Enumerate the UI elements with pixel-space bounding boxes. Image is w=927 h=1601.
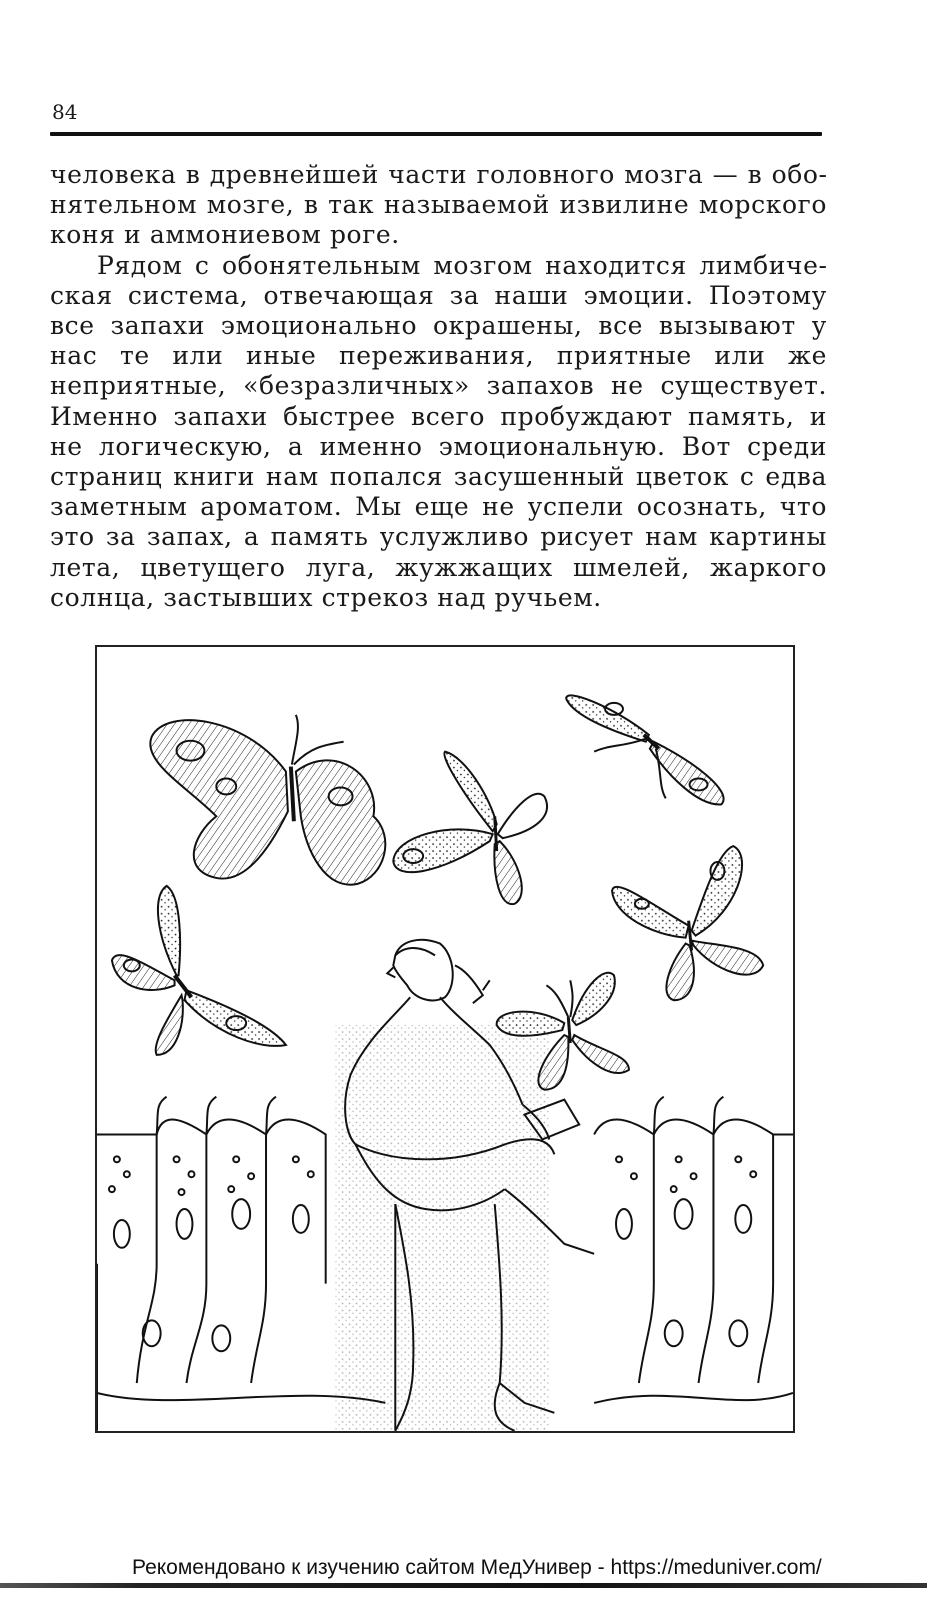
footer-credit: Рекомендовано к изучению сайтом МедУнивер - https://meduniver.com/ <box>132 1556 822 1579</box>
seated-man-icon <box>336 940 595 1431</box>
butterfly-large-icon <box>150 715 385 885</box>
illustration-butterflies-man-olfactory-cells <box>95 645 795 1433</box>
butterfly-middle-icon <box>393 752 547 904</box>
illustration-drawing <box>97 647 793 1431</box>
moth-left-icon <box>112 886 286 1055</box>
footer-rule <box>0 1583 927 1588</box>
butterfly-right-icon <box>612 846 763 1000</box>
body-text <box>50 160 827 613</box>
page-number: 84 <box>52 100 78 124</box>
paragraph-continuation: человека в древнейшей части головного мозга — в обонятельном мозге, в так называемой извилине морского коня и аммониевом роге. <box>50 160 827 250</box>
header-rule <box>50 132 822 136</box>
moth-top-right-icon <box>566 695 723 804</box>
paragraph-limbic-system: Рядом с обонятельным мозгом находится лимбическая система, отвечающая за наши эмоции. Поэтому все запахи эмоционально окрашены, все вызывают у нас те или иные переживания, приятные или же неприятные, «безразличных» запахов не существует. Именно запахи быстрее всего пробуждают память, и не логическую, а именно эмоциональную. Вот среди страниц книги нам попался засушенный цветок с едва заметным ароматом. Мы еще не успели осознать, что это за запах, а память услужливо рисует нам картины лета, цветущего луга, жужжащих шмелей, жаркого солнца, застывших стрекоз над ручьем. <box>50 250 827 612</box>
